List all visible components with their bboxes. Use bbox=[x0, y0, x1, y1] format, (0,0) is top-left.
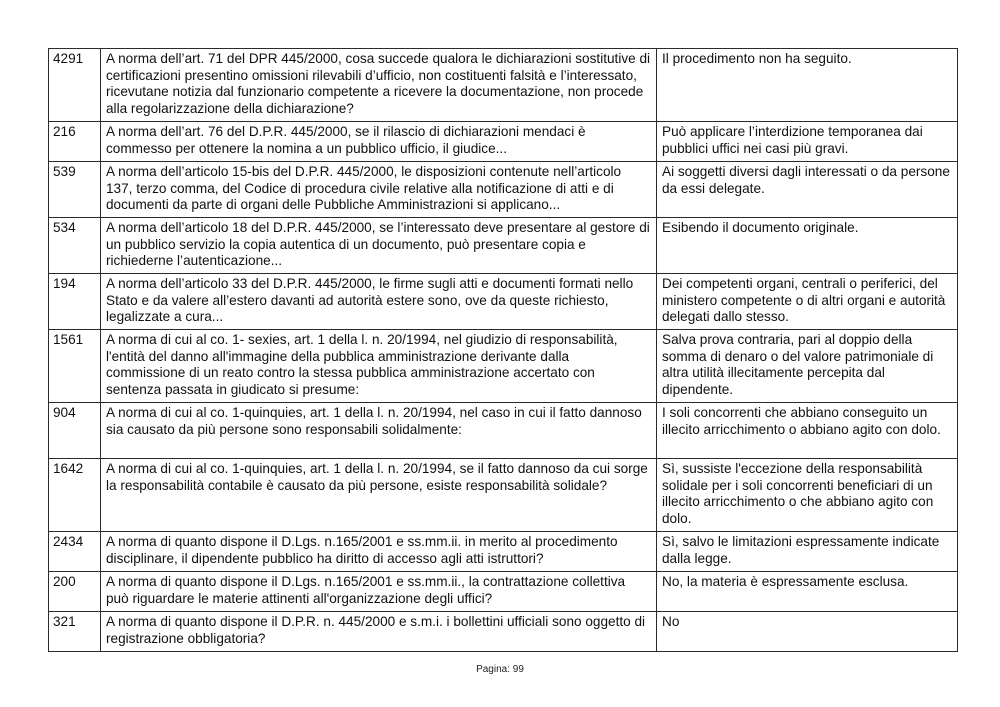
question-id: 904 bbox=[49, 403, 101, 459]
table-row bbox=[49, 162, 958, 218]
question-id: 200 bbox=[49, 572, 101, 612]
question-text: A norma di quanto dispone il D.Lgs. n.165/2001 e ss.mm.ii. in merito al procedimento disciplinare, il dipendente pubblico ha diritto di accesso agli atti istruttori? bbox=[101, 532, 657, 572]
question-text: A norma dell’articolo 15-bis del D.P.R. 445/2000, le disposizioni contenute nell’articolo 137, terzo comma, del Codice di procedura civile relative alla notificazione di atti e di documenti da parte di organi delle Pubbliche Amministrazioni si applicano... bbox=[101, 162, 657, 218]
question-text: A norma di cui al co. 1- sexies, art. 1 della l. n. 20/1994, nel giudizio di responsabilità, l'entità del danno all'immagine della pubblica amministrazione derivante dalla commissione di un reato contro la stessa pubblica amministrazione accertato con sentenza passata in giudicato si presume: bbox=[101, 330, 657, 403]
answer-text: Sì, sussiste l'eccezione della responsabilità solidale per i soli concorrenti beneficiari di un illecito arricchimento o che abbiano agito con dolo. bbox=[657, 459, 958, 532]
answer-text: No, la materia è espressamente esclusa. bbox=[657, 572, 958, 612]
question-id: 4291 bbox=[49, 49, 101, 122]
answer-text: Salva prova contraria, pari al doppio della somma di denaro o del valore patrimoniale di altra utilità illecitamente percepita dal dipendente. bbox=[657, 330, 958, 403]
question-text: A norma di quanto dispone il D.P.R. n. 445/2000 e s.m.i. i bollettini ufficiali sono oggetto di registrazione obbligatoria? bbox=[101, 612, 657, 652]
table-row bbox=[49, 572, 958, 612]
table-row bbox=[49, 612, 958, 652]
answer-text: Sì, salvo le limitazioni espressamente indicate dalla legge. bbox=[657, 532, 958, 572]
question-text: A norma dell’articolo 33 del D.P.R. 445/2000, le firme sugli atti e documenti formati nello Stato e da valere all’estero davanti ad autorità estere sono, ove da queste richiesto, legalizzate a cura... bbox=[101, 274, 657, 330]
question-id: 1561 bbox=[49, 330, 101, 403]
answer-text: No bbox=[657, 612, 958, 652]
table-row bbox=[49, 403, 958, 459]
answer-text: Può applicare l’interdizione temporanea dai pubblici uffici nei casi più gravi. bbox=[657, 122, 958, 162]
page-number: Pagina: 99 bbox=[476, 664, 524, 675]
table-row bbox=[49, 330, 958, 403]
question-text: A norma dell’art. 76 del D.P.R. 445/2000, se il rilascio di dichiarazioni mendaci è commesso per ottenere la nomina a un pubblico ufficio, il giudice... bbox=[101, 122, 657, 162]
question-text: A norma di quanto dispone il D.Lgs. n.165/2001 e ss.mm.ii., la contrattazione collettiva può riguardare le materie attinenti all'organizzazione degli uffici? bbox=[101, 572, 657, 612]
answer-text: Esibendo il documento originale. bbox=[657, 218, 958, 274]
table-row bbox=[49, 122, 958, 162]
answer-text: I soli concorrenti che abbiano conseguito un illecito arricchimento o abbiano agito con dolo. bbox=[657, 403, 958, 459]
questions-table bbox=[48, 48, 958, 652]
table-row bbox=[49, 49, 958, 122]
question-id: 539 bbox=[49, 162, 101, 218]
question-id: 534 bbox=[49, 218, 101, 274]
question-id: 321 bbox=[49, 612, 101, 652]
question-text: A norma dell’art. 71 del DPR 445/2000, cosa succede qualora le dichiarazioni sostitutive di certificazioni presentino omissioni rilevabili d’ufficio, non costituenti falsità e l’interessato, ricevutane notizia dal funzionario competente a ricevere la documentazione, non procede alla regolarizzazione della dichiarazione? bbox=[101, 49, 657, 122]
question-id: 194 bbox=[49, 274, 101, 330]
question-text: A norma dell’articolo 18 del D.P.R. 445/2000, se l’interessato deve presentare al gestore di un pubblico servizio la copia autentica di un documento, può presentare copia e richiederne l’autenticazione... bbox=[101, 218, 657, 274]
table-row bbox=[49, 274, 958, 330]
question-text: A norma di cui al co. 1-quinquies, art. 1 della l. n. 20/1994, se il fatto dannoso da cui sorge la responsabilità contabile è causato da più persone, esiste responsabilità solidale? bbox=[101, 459, 657, 532]
question-id: 2434 bbox=[49, 532, 101, 572]
answer-text: Dei competenti organi, centrali o periferici, del ministero competente o di altri organi e autorità delegati dallo stesso. bbox=[657, 274, 958, 330]
table-row bbox=[49, 459, 958, 532]
question-id: 216 bbox=[49, 122, 101, 162]
answer-text: Ai soggetti diversi dagli interessati o da persone da essi delegate. bbox=[657, 162, 958, 218]
question-id: 1642 bbox=[49, 459, 101, 532]
table-row bbox=[49, 532, 958, 572]
answer-text: Il procedimento non ha seguito. bbox=[657, 49, 958, 122]
table-row bbox=[49, 218, 958, 274]
question-text: A norma di cui al co. 1-quinquies, art. 1 della l. n. 20/1994, nel caso in cui il fatto dannoso sia causato da più persone sono responsabili solidalmente: bbox=[101, 403, 657, 459]
